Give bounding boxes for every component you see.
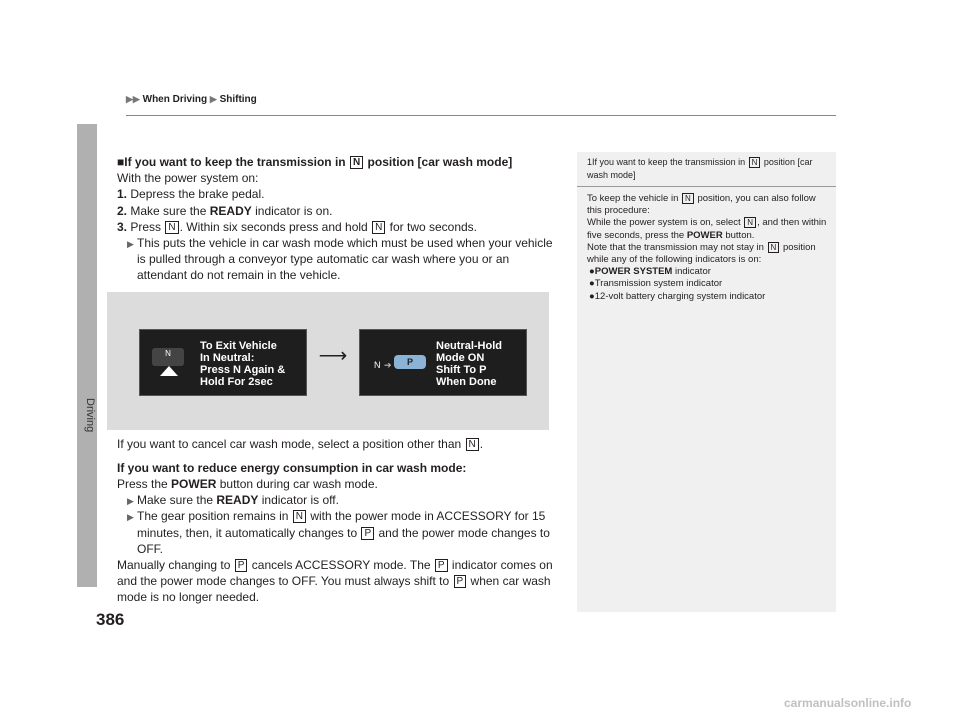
bullet-icon: ● xyxy=(589,290,595,302)
sidebar-paragraph: To keep the vehicle in N position, you can also follow this procedure: xyxy=(587,193,816,217)
breadcrumb-item[interactable]: Shifting xyxy=(219,94,257,105)
gear-n-icon: N xyxy=(152,348,184,366)
display-message: Neutral-Hold Mode ON Shift To P When Done xyxy=(436,339,502,388)
sidebar-bullet: ●POWER SYSTEM indicator xyxy=(589,266,711,278)
sidebar-note xyxy=(577,152,836,612)
breadcrumb xyxy=(126,94,257,105)
sidebar-body xyxy=(577,187,836,303)
note-arrow-icon: ▶ xyxy=(127,496,134,507)
note-ready: ▶ Make sure the READY indicator is off. xyxy=(117,492,559,508)
gear-key-n: N xyxy=(293,510,306,523)
page-number: 386 xyxy=(96,610,125,629)
gear-key-n: N xyxy=(682,193,694,204)
display-neutral-hold xyxy=(359,329,527,396)
sidebar-heading: 1If you want to keep the transmission in N position [car wash mode] xyxy=(577,152,836,187)
bullet-icon: ● xyxy=(589,278,595,290)
display-exit-vehicle xyxy=(139,329,307,396)
watermark: carmanualsonline.info xyxy=(784,696,912,710)
gear-key-n: N xyxy=(768,242,780,253)
bullet-icon: ● xyxy=(589,266,595,278)
gear-key-n: N xyxy=(744,217,756,228)
breadcrumb-arrow-icon: ▶ xyxy=(209,94,217,104)
main-content xyxy=(117,154,559,606)
cancel-text: If you want to cancel car wash mode, select a position other than N . xyxy=(117,436,484,451)
note-marker-icon: 1 xyxy=(587,157,593,167)
shift-arrow-icon: ➔ xyxy=(384,359,392,370)
push-arrow-icon xyxy=(160,366,178,376)
note-gear-position: ▶ The gear position remains in N with the power mode in ACCESSORY for 15 minutes, then, it automatically changes to P and the power mode changes to OFF. xyxy=(127,509,550,556)
step-3: 3. Press N . Within six seconds press and hold N for two seconds. xyxy=(117,219,478,234)
gear-key-p: P xyxy=(361,527,374,540)
note-arrow-icon: ▶ xyxy=(127,239,134,250)
press-power-text: Press the POWER button during car wash mode. xyxy=(117,477,378,492)
gear-key-p: P xyxy=(435,559,448,572)
subheading-energy: If you want to reduce energy consumption in car wash mode: xyxy=(117,460,467,475)
gear-key-n: N xyxy=(350,156,363,169)
gear-from-label: N xyxy=(374,359,381,370)
gear-key-n: N xyxy=(466,438,479,451)
sidebar-paragraph: Note that the transmission may not stay in N position while any of the following indicators is on: xyxy=(587,241,816,266)
flow-arrow-icon: ⟶ xyxy=(318,344,348,367)
note-arrow-icon: ▶ xyxy=(127,512,134,523)
display-figure xyxy=(107,292,549,430)
sidebar-bullet: ●Transmission system indicator xyxy=(589,278,723,290)
gear-key-p: P xyxy=(454,575,467,588)
step-3-note: ▶ This puts the vehicle in car wash mode which must be used when your vehicle is pulled through a conveyor type automatic car wash where you or an attendant do not remain in the vehicle. xyxy=(127,236,553,283)
section-heading: ■If you want to keep the transmission in N position [car wash mode] xyxy=(117,155,513,169)
section-label: Driving xyxy=(84,398,96,433)
gear-key-n: N xyxy=(372,221,385,234)
manual-change-text: Manually changing to P cancels ACCESSORY mode. The P indicator comes on and the power mode changes to OFF. You must always shift to P when car wash mode is no longer needed. xyxy=(117,558,553,605)
gear-key-n: N xyxy=(165,221,178,234)
breadcrumb-item[interactable]: When Driving xyxy=(142,94,208,105)
section-tab xyxy=(77,124,97,587)
step-2: 2. Make sure the READY indicator is on. xyxy=(117,203,333,218)
gear-key-p: P xyxy=(235,559,248,572)
step-1: 1. Depress the brake pedal. xyxy=(117,187,265,202)
intro-text: With the power system on: xyxy=(117,171,259,186)
gear-p-icon: P xyxy=(394,355,426,369)
header-divider xyxy=(126,115,836,116)
sidebar-paragraph: While the power system is on, select N , and then within five seconds, press the POWER button. xyxy=(587,217,827,241)
gear-key-n: N xyxy=(749,157,761,168)
breadcrumb-arrow-icon: ▶▶ xyxy=(126,94,140,104)
sidebar-bullet: ●12-volt battery charging system indicator xyxy=(589,290,766,302)
display-message: To Exit Vehicle In Neutral: Press N Again & Hold For 2sec xyxy=(200,339,286,388)
